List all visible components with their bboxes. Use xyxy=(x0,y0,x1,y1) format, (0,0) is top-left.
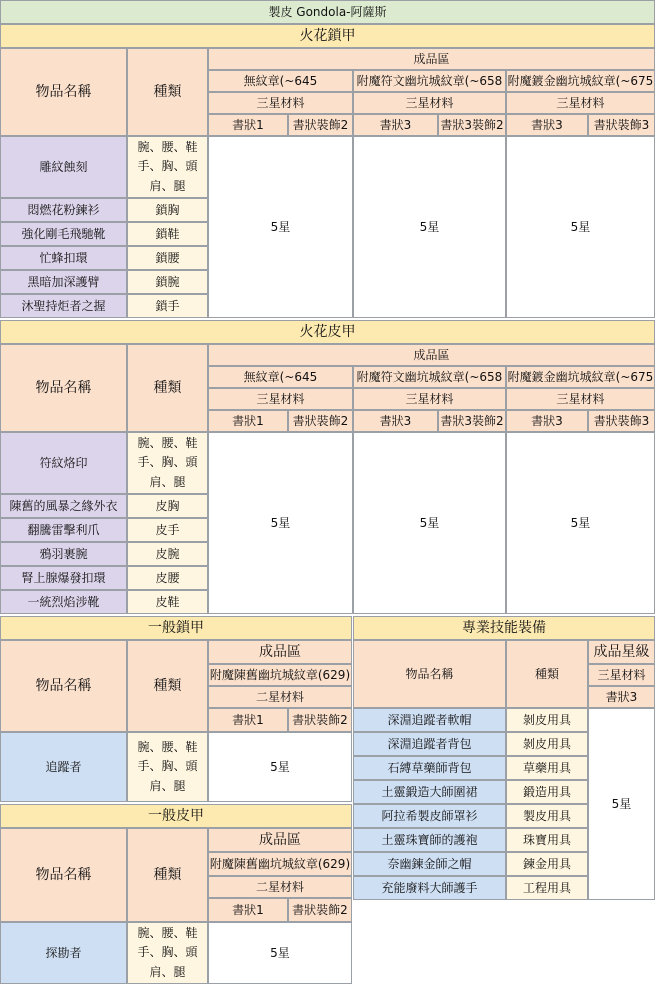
header-sub: 書狀1 xyxy=(208,898,288,922)
star-rating: 5星 xyxy=(208,136,353,318)
header-output: 成品區 xyxy=(208,828,352,852)
header-material: 三星材料 xyxy=(353,388,506,410)
item-name: 黑暗加深護臂 xyxy=(0,270,127,294)
header-type: 種類 xyxy=(127,48,208,136)
item-name: 強化剛毛飛馳靴 xyxy=(0,222,127,246)
header-material: 二星材料 xyxy=(208,876,352,898)
star-rating: 5星 xyxy=(208,922,352,984)
header-sub: 書狀3 xyxy=(353,114,438,136)
item-name: 悶燃花粉鍊衫 xyxy=(0,198,127,222)
header-material: 三星材料 xyxy=(208,92,353,114)
header-material: 三星材料 xyxy=(208,388,353,410)
section-title-general-chain: 一般鎖甲 xyxy=(0,616,352,640)
item-name: 腎上腺爆發扣環 xyxy=(0,566,127,590)
star-rating: 5星 xyxy=(353,432,506,614)
item-name: 鴉羽裹腕 xyxy=(0,542,127,566)
item-type: 腕、腰、鞋手、胸、頭肩、腿 xyxy=(127,432,208,494)
item-name: 陳舊的風暴之緣外衣 xyxy=(0,494,127,518)
star-rating: 5星 xyxy=(208,732,352,802)
header-item-name: 物品名稱 xyxy=(353,640,506,708)
header-output: 成品區 xyxy=(208,48,655,70)
header-sub: 書狀1 xyxy=(208,708,288,732)
section-title-profession: 專業技能裝備 xyxy=(353,616,655,640)
item-name: 土靈珠寶師的護袍 xyxy=(353,828,506,852)
header-sub: 書狀3 xyxy=(588,686,655,708)
header-material: 三星材料 xyxy=(588,664,655,686)
item-type: 皮手 xyxy=(127,518,208,542)
header-sub: 書狀裝飾2 xyxy=(288,898,352,922)
header-item-name: 物品名稱 xyxy=(0,828,127,922)
header-sub: 書狀3 xyxy=(506,114,588,136)
item-name: 探勘者 xyxy=(0,922,127,984)
header-item-name: 物品名稱 xyxy=(0,344,127,432)
item-name: 一統烈焰涉靴 xyxy=(0,590,127,614)
header-col: 附魔陳舊幽坑城紋章(629) xyxy=(208,852,352,876)
header-material: 三星材料 xyxy=(506,388,655,410)
item-type: 剝皮用具 xyxy=(506,708,588,732)
header-sub: 書狀裝飾3 xyxy=(588,114,655,136)
item-type: 腕、腰、鞋手、胸、頭肩、腿 xyxy=(127,732,208,802)
item-name: 雕紋蝕刻 xyxy=(0,136,127,198)
item-type: 製皮用具 xyxy=(506,804,588,828)
header-col: 附魔陳舊幽坑城紋章(629) xyxy=(208,664,352,686)
item-name: 深淵追蹤者軟帽 xyxy=(353,708,506,732)
item-type: 腕、腰、鞋手、胸、頭肩、腿 xyxy=(127,922,208,984)
page-title: 製皮 Gondola-阿薩斯 xyxy=(0,0,655,24)
item-type: 鍊金用具 xyxy=(506,852,588,876)
header-sub: 書狀裝飾2 xyxy=(288,114,353,136)
header-output: 成品區 xyxy=(208,640,352,664)
item-type: 皮腰 xyxy=(127,566,208,590)
header-sub: 書狀1 xyxy=(208,410,288,432)
header-type: 種類 xyxy=(506,640,588,708)
star-rating: 5星 xyxy=(353,136,506,318)
header-sub: 書狀裝飾2 xyxy=(288,410,353,432)
item-name: 符紋烙印 xyxy=(0,432,127,494)
item-name: 充能廢料大師護手 xyxy=(353,876,506,900)
header-output: 成品星級 xyxy=(588,640,655,664)
section-title-general-leather: 一般皮甲 xyxy=(0,804,352,828)
header-item-name: 物品名稱 xyxy=(0,48,127,136)
item-name: 忙蜂扣環 xyxy=(0,246,127,270)
item-type: 鎖手 xyxy=(127,294,208,318)
header-item-name: 物品名稱 xyxy=(0,640,127,732)
section-title-spark-chain: 火花鎖甲 xyxy=(0,24,655,48)
star-rating: 5星 xyxy=(208,432,353,614)
header-type: 種類 xyxy=(127,344,208,432)
header-sub: 書狀3 xyxy=(353,410,438,432)
header-sub: 書狀裝飾3 xyxy=(588,410,655,432)
item-type: 鎖腰 xyxy=(127,246,208,270)
header-sub: 書狀1 xyxy=(208,114,288,136)
star-rating: 5星 xyxy=(506,136,655,318)
item-type: 鍛造用具 xyxy=(506,780,588,804)
header-output: 成品區 xyxy=(208,344,655,366)
header-col-1: 無紋章(~645 xyxy=(208,70,353,92)
item-name: 追蹤者 xyxy=(0,732,127,802)
header-material: 三星材料 xyxy=(506,92,655,114)
header-col-2: 附魔符文幽坑城紋章(~658 xyxy=(353,366,506,388)
header-sub: 書狀裝飾2 xyxy=(288,708,352,732)
item-name: 奈幽鍊金師之帽 xyxy=(353,852,506,876)
item-type: 皮鞋 xyxy=(127,590,208,614)
item-type: 鎖腕 xyxy=(127,270,208,294)
star-rating: 5星 xyxy=(506,432,655,614)
item-name: 土靈鍛造大師圍裙 xyxy=(353,780,506,804)
item-type: 珠寶用具 xyxy=(506,828,588,852)
item-type: 鎖胸 xyxy=(127,198,208,222)
header-type: 種類 xyxy=(127,640,208,732)
item-name: 深淵追蹤者背包 xyxy=(353,732,506,756)
item-type: 皮胸 xyxy=(127,494,208,518)
header-type: 種類 xyxy=(127,828,208,922)
item-name: 翻騰雷擊利爪 xyxy=(0,518,127,542)
item-type: 腕、腰、鞋手、胸、頭肩、腿 xyxy=(127,136,208,198)
item-type: 剝皮用具 xyxy=(506,732,588,756)
item-name: 阿拉希製皮師罩衫 xyxy=(353,804,506,828)
item-type: 皮腕 xyxy=(127,542,208,566)
header-material: 二星材料 xyxy=(208,686,352,708)
star-rating: 5星 xyxy=(588,708,655,900)
header-sub: 書狀3裝飾2 xyxy=(438,410,506,432)
header-col-3: 附魔鍍金幽坑城紋章(~675 xyxy=(506,366,655,388)
header-sub: 書狀3裝飾2 xyxy=(438,114,506,136)
item-type: 草藥用具 xyxy=(506,756,588,780)
header-col-2: 附魔符文幽坑城紋章(~658 xyxy=(353,70,506,92)
header-sub: 書狀3 xyxy=(506,410,588,432)
item-name: 沐聖持炬者之握 xyxy=(0,294,127,318)
header-col-1: 無紋章(~645 xyxy=(208,366,353,388)
header-col-3: 附魔鍍金幽坑城紋章(~675 xyxy=(506,70,655,92)
section-title-spark-leather: 火花皮甲 xyxy=(0,320,655,344)
item-type: 工程用具 xyxy=(506,876,588,900)
header-material: 三星材料 xyxy=(353,92,506,114)
item-name: 石縛草藥師背包 xyxy=(353,756,506,780)
item-type: 鎖鞋 xyxy=(127,222,208,246)
